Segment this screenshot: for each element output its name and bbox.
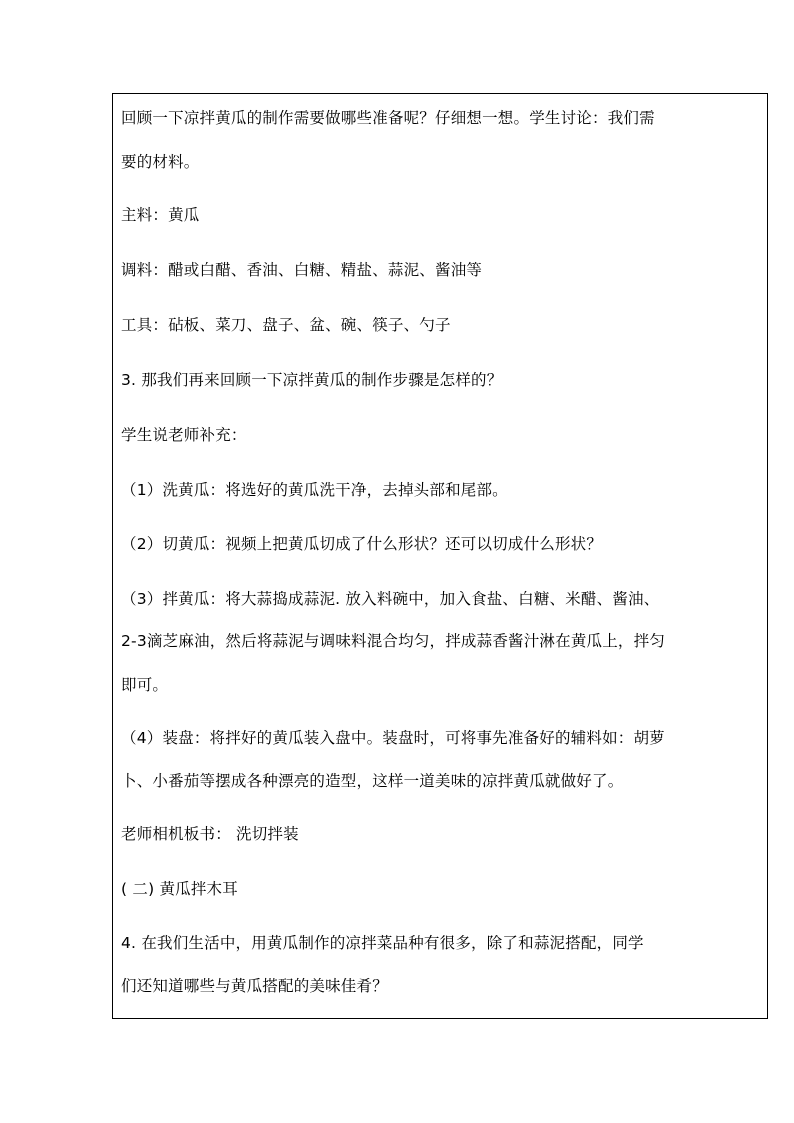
text-line: 2-3滴芝麻油，然后将蒜泥与调味料混合均匀，拌成蒜香酱汁淋在黄瓜上，拌匀 <box>121 632 666 650</box>
text-line: （2）切黄瓜：视频上把黄瓜切成了什么形状？还可以切成什么形状？ <box>121 535 603 553</box>
text-line: 工具：砧板、菜刀、盘子、盆、碗、筷子、勺子 <box>121 316 451 334</box>
text-line: 卜、小番茄等摆成各种漂亮的造型，这样一道美味的凉拌黄瓜就做好了。 <box>121 772 624 790</box>
text-line: （4）装盘：将拌好的黄瓜装入盘中。装盘时，可将事先准备好的辅料如：胡萝 <box>121 729 665 747</box>
text-line: （3）拌黄瓜：将大蒜捣成蒜泥. 放入料碗中，加入食盐、白糖、米醋、酱油、 <box>121 590 660 608</box>
text-line: 回顾一下凉拌黄瓜的制作需要做哪些准备呢？仔细想一想。学生讨论：我们需 <box>121 109 655 127</box>
text-line: 即可。 <box>121 676 169 694</box>
text-line: 老师相机板书： 洗切拌装 <box>121 825 299 843</box>
text-line: ( 二) 黄瓜拌木耳 <box>121 880 238 898</box>
text-line: 4. 在我们生活中，用黄瓜制作的凉拌菜品种有很多，除了和蒜泥搭配，同学 <box>121 934 644 952</box>
text-line: 主料：黄瓜 <box>121 206 200 224</box>
text-line: 要的材料。 <box>121 153 200 171</box>
text-line: 学生说老师补充： <box>121 426 247 444</box>
text-line: 们还知道哪些与黄瓜搭配的美味佳肴？ <box>121 977 388 995</box>
text-line: （1）洗黄瓜：将选好的黄瓜洗干净，去掉头部和尾部。 <box>121 481 508 499</box>
text-line: 调料：醋或白醋、香油、白糖、精盐、蒜泥、酱油等 <box>121 261 483 279</box>
text-line: 3. 那我们再来回顾一下凉拌黄瓜的制作步骤是怎样的？ <box>121 371 503 389</box>
